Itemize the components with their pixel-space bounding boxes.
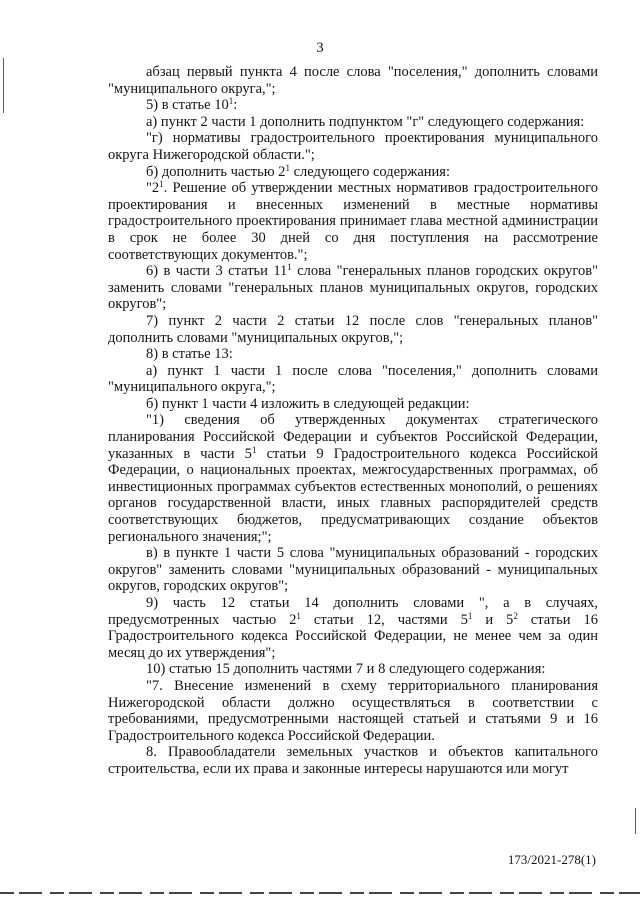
paragraph: б) дополнить частью $2^1$ следующего содержания:: [146, 162, 451, 180]
scan-edge-line-left: [3, 58, 4, 113]
page-number: 3: [316, 40, 324, 56]
paragraph: абзац первый пункта 4 после слова "поселения," дополнить словами "муниципального округа,";: [108, 64, 598, 97]
superscript: 1: [159, 179, 164, 190]
superscript: 2: [513, 610, 518, 621]
paragraph: 6) в части 3 статьи $11^1$ слова "генеральных планов городских округов" заменить словами "генеральных планов муниципальных округов, городских округов";: [108, 262, 598, 313]
paragraph: 5) в статье $10^1$:: [146, 96, 238, 114]
paragraph: 9) часть 12 статьи 14 дополнить словами ", а в случаях, предусмотренных частью $2^1$ статьи 12, частями $5^1$ и $5^2$ статьи 16 Градостроительного кодекса Российской Федерации, не менее чем за один месяц до их утверждения";: [108, 595, 598, 661]
paragraph: "1) сведения об утвержденных документах стратегического планирования Российской Федерации и субъектов Российской Федерации, указанных в части $5^1$ статьи 9 Градостроительного кодекса Российской Федерации, о национальных проектах, межгосударственных программах, об инвестиционных программах субъектов естественных монополий, о решениях органов государственной власти, иных главных распорядителей средств соответствующих бюджетов, предусматривающих создание объектов регионального значения;";: [108, 412, 599, 545]
paragraph: б) пункт 1 части 4 изложить в следующей редакции:: [146, 395, 470, 412]
paragraph: "г) нормативы градостроительного проектирования муниципального округа Нижегородской области.";: [108, 130, 598, 163]
paragraph: 8) в статье 13:: [146, 346, 233, 363]
superscript: 1: [285, 162, 290, 173]
paragraph: а) пункт 1 части 1 после слова "поселения," дополнить словами "муниципального округа,";: [108, 362, 598, 396]
superscript: 1: [251, 444, 257, 455]
paragraph: 8. Правообладатели земельных участков и объектов капитального строительства, если их права и законные интересы нарушаются или могут: [108, 744, 598, 777]
paragraph: а) пункт 2 части 1 дополнить подпунктом "г" следующего содержания:: [146, 113, 585, 130]
document-body: [108, 64, 598, 778]
scan-bottom-artifact: [0, 892, 640, 894]
paragraph: "7. Внесение изменений в схему территориального планирования Нижегородской области должно осуществляться в соответствии с требованиями, предусмотренными настоящей статьей и статьями 9 и 16 Градостроительного кодекса Российской Федерации.: [108, 677, 598, 744]
scan-edge-line-right: [635, 808, 636, 834]
paragraph: "$2^1$. Решение об утверждении местных нормативов градостроительного проектирования и внесенных изменений в местные нормативы градостроительного проектирования принимает глава местной администрации в срок не более 30 дней со дня поступления на рассмотрение соответствующих документов.";: [108, 179, 598, 263]
paragraph: 7) пункт 2 части 2 статьи 12 после слов "генеральных планов" дополнить словами "муниципальных округов,";: [108, 312, 598, 346]
superscript: 1: [228, 96, 234, 107]
superscript: 1: [467, 610, 473, 621]
superscript: 1: [296, 610, 301, 621]
paragraph: в) в пункте 1 части 5 слова "муниципальных образований - городских округов" заменить словами "муниципальных образований - муниципальных округов, городских округов";: [108, 545, 598, 595]
document-number: 173/2021-278(1): [507, 852, 596, 867]
paragraph: 10) статью 15 дополнить частями 7 и 8 следующего содержания:: [146, 661, 546, 678]
superscript: 1: [287, 262, 292, 273]
